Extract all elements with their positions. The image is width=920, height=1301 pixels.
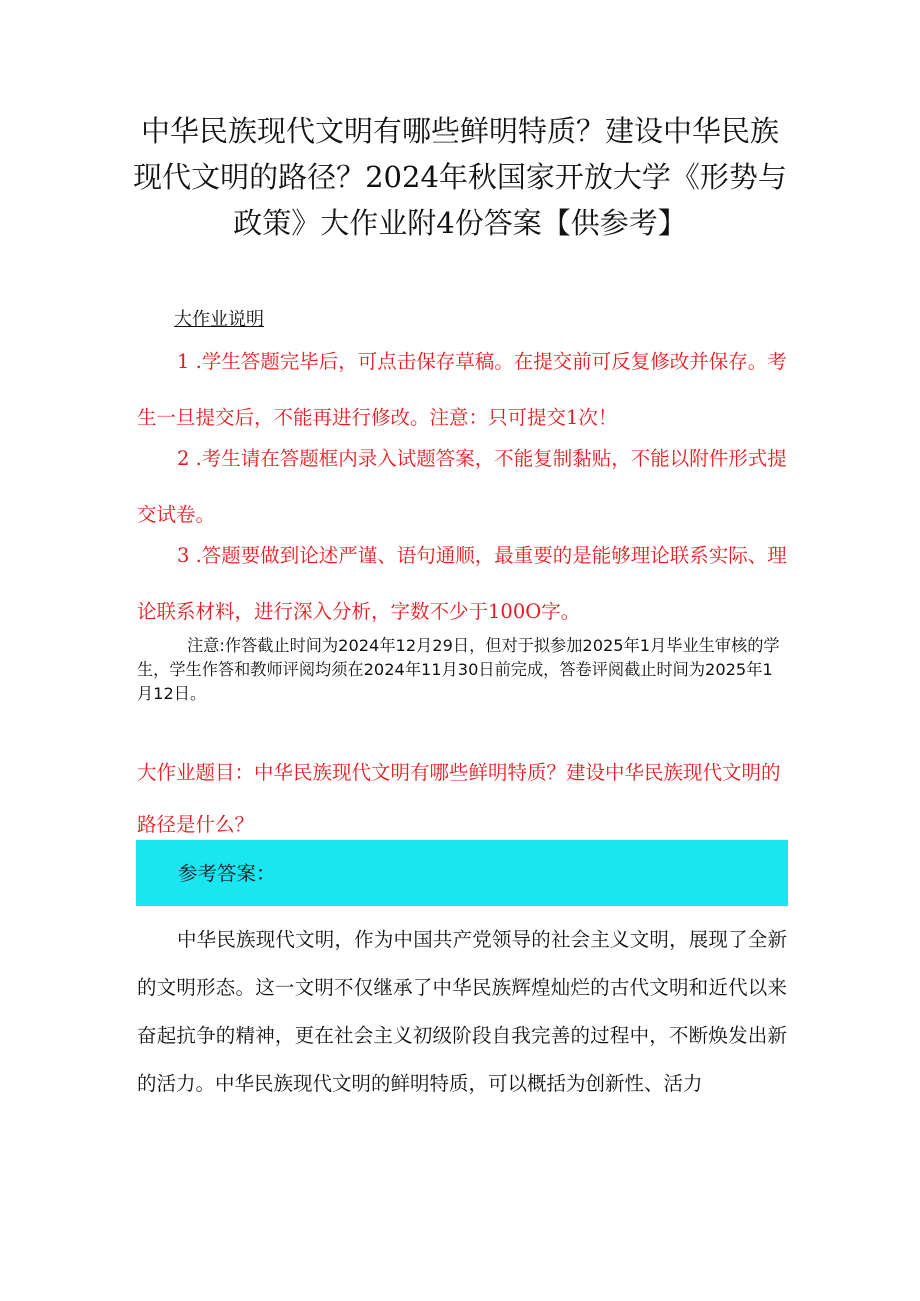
instruction-item-1: 1 .学生答题完毕后，可点击保存草稿。在提交前可反复修改并保存。考生一旦提交后，不能再进行修改。注意：只可提交1次！ (137, 350, 787, 429)
instruction-item-2: 2 .考生请在答题框内录入试题答案，不能复制黏贴，不能以附件形式提交试卷。 (137, 447, 787, 526)
deadline-notice: 注意:作答截止时间为2024年12月29日，但对于拟参加2025年1月毕业生审核的学生，学生作答和教师评阅均须在2024年11月30日前完成，答卷评阅截止时间为2025年1月12日。 (137, 636, 780, 703)
assignment-question: 大作业题目：中华民族现代文明有哪些鲜明特质？建设中华民族现代文明的路径是什么？ (137, 761, 781, 836)
instruction-item-3: 3 .答题要做到论述严谨、语句通顺，最重要的是能够理论联系实际、理论联系材料，进行深入分析，字数不少于100O字。 (137, 544, 787, 623)
instructions-heading: 大作业说明 (174, 309, 264, 330)
answer-highlight-band (136, 840, 788, 906)
answer-body-paragraph: 中华民族现代文明，作为中国共产党领导的社会主义文明，展现了全新的文明形态。这一文明不仅继承了中华民族辉煌灿烂的古代文明和近代以来奋起抗争的精神，更在社会主义初级阶段自我完善的过程中，不断焕发出新的活力。中华民族现代文明的鲜明特质，可以概括为创新性、活力 (137, 928, 787, 1095)
document-title: 中华民族现代文明有哪些鲜明特质？建设中华民族现代文明的路径？2024年秋国家开放大学《形势与政策》大作业附4份答案【供参考】 (133, 114, 787, 240)
answer-label: 参考答案： (178, 862, 276, 885)
